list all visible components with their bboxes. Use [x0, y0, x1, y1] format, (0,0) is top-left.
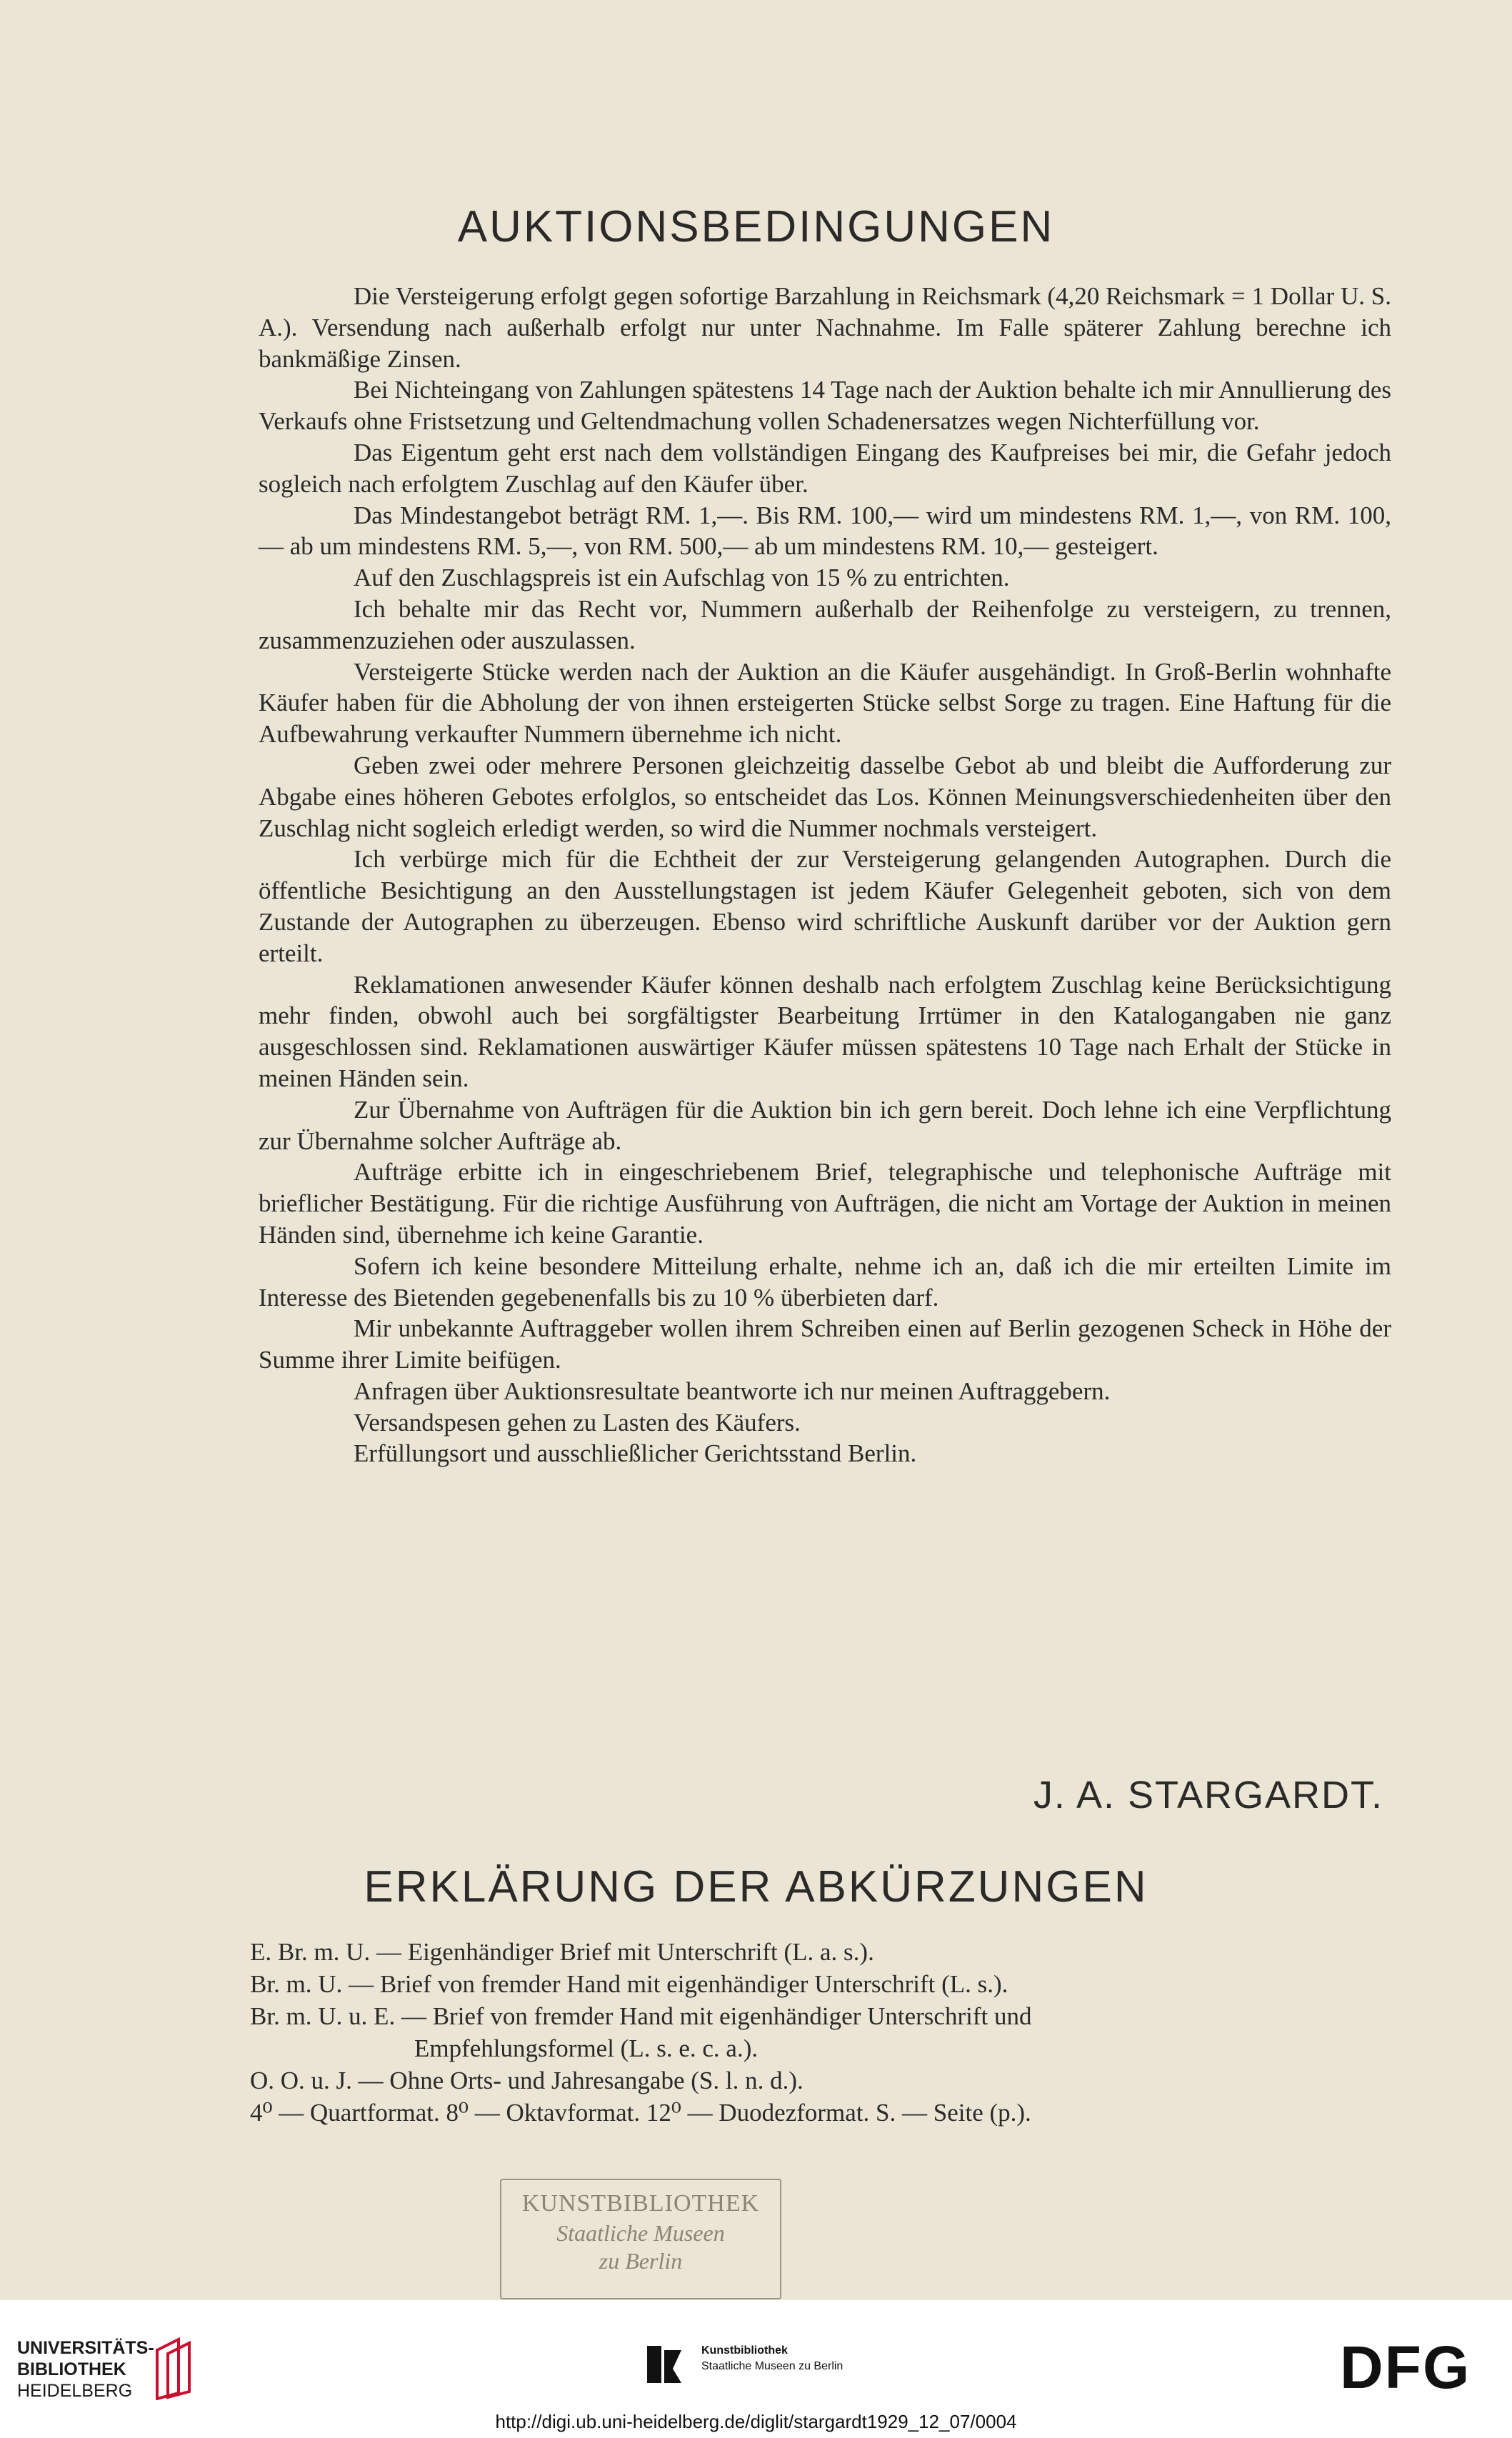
library-stamp	[500, 2179, 781, 2299]
list-item: Empfehlungsformel (L. s. e. c. a.).	[414, 2034, 758, 2062]
paragraph: Geben zwei oder mehrere Personen gleichzeitig dasselbe Gebot ab und bleibt die Aufforderung zur Abgabe eines höheren Gebotes erfolglos, so entscheidet das Los. Können Meinungsverschiedenheiten über den Zuschlag nicht sogleich erledigt werden, so wird die Nummer nochmals versteigert.	[259, 751, 1391, 842]
paragraph: Versandspesen gehen zu Lasten des Käufers.	[354, 1408, 801, 1437]
list-item: 4⁰ — Quartformat. 8⁰ — Oktavformat. 12⁰ — Duodezformat. S. — Seite (p.).	[250, 2099, 1031, 2127]
list-item: Br. m. U. — Brief von fremder Hand mit eigenhändiger Unterschrift (L. s.).	[250, 1970, 1008, 1998]
abbreviations-list	[250, 1936, 1393, 2129]
signature: J. A. STARGARDT.	[1033, 1774, 1383, 1817]
footer-bar	[0, 2300, 1512, 2438]
stamp-line: Staatliche Museen	[556, 2220, 725, 2246]
logo-text: UNIVERSITÄTS-	[17, 2338, 154, 2358]
conditions-text	[259, 281, 1391, 1469]
heading-abbreviations: ERKLÄRUNG DER ABKÜRZUNGEN	[364, 1862, 1148, 1912]
dfg-logo[interactable]: DFG	[1340, 2334, 1471, 2401]
paragraph: Das Eigentum geht erst nach dem vollständigen Eingang des Kaufpreises bei mir, die Gefahr jedoch sogleich nach erfolgtem Zuschlag auf den Käufer über.	[259, 438, 1391, 498]
paragraph: Erfüllungsort und ausschließlicher Gerichtsstand Berlin.	[354, 1439, 917, 1468]
kunstbibliothek-label	[701, 2343, 843, 2374]
paragraph: Sofern ich keine besondere Mitteilung erhalte, nehme ich an, daß ich die mir erteilten Limite im Interesse des Bietenden gegebenenfalls bis zu 10 % überbieten darf.	[259, 1252, 1391, 1312]
paragraph: Zur Übernahme von Aufträgen für die Auktion bin ich gern bereit. Doch lehne ich eine Verpflichtung zur Übernahme solcher Aufträge ab.	[259, 1095, 1391, 1155]
paragraph: Ich behalte mir das Recht vor, Nummern außerhalb der Reihenfolge zu versteigern, zu trennen, zusammenzuziehen oder auszulassen.	[259, 594, 1391, 654]
paragraph: Ich verbürge mich für die Echtheit der zur Versteigerung gelangenden Autographen. Durch die öffentliche Besichtigung an den Ausstellungstagen ist jedem Käufer Gelegenheit geboten, sich von dem Zustande der Autographen zu überzeugen. Ebenso wird schriftliche Auskunft darüber vor der Auktion gern erteilt.	[259, 845, 1391, 967]
paragraph: Versteigerte Stücke werden nach der Auktion an die Käufer ausgehändigt. In Groß-Berlin wohnhafte Käufer haben für die Abholung der von ihnen ersteigerten Stücke selbst Sorge zu tragen. Eine Haftung für die Aufbewahrung verkaufter Nummern übernehme ich nicht.	[259, 657, 1391, 749]
stamp-line: KUNSTBIBLIOTHEK	[521, 2190, 760, 2217]
list-item: E. Br. m. U. — Eigenhändiger Brief mit Unterschrift (L. a. s.).	[250, 1938, 874, 1966]
paragraph: Aufträge erbitte ich in eingeschriebenem Brief, telegraphische und telephonische Aufträge mit brieflicher Bestätigung. Für die richtige Ausführung von Aufträgen, die nicht am Vortage der Auktion in meinen Händen sind, übernehme ich keine Garantie.	[259, 1158, 1391, 1249]
logo-text: Staatliche Museen zu Berlin	[701, 2360, 843, 2372]
paragraph: Reklamationen anwesender Käufer können deshalb nach erfolgtem Zuschlag keine Berücksichtigung mehr finden, obwohl auch bei sorgfältigster Bearbeitung Irrtümer in den Katalogangaben nie ganz ausgeschlossen sind. Reklamationen auswärtiger Käufer müssen spätestens 10 Tage nach Erhalt der Stücke in meinen Händen sein.	[259, 970, 1391, 1092]
permalink-url[interactable]: http://digi.ub.uni-heidelberg.de/diglit/stargardt1929_12_07/0004	[495, 2411, 1017, 2432]
paragraph: Anfragen über Auktionsresultate beantworte ich nur meinen Auftraggebern.	[354, 1377, 1111, 1405]
paragraph: Das Mindestangebot beträgt RM. 1,—. Bis RM. 100,— wird um mindestens RM. 1,—, von RM. 100,— ab um mindestens RM. 5,—, von RM. 500,— ab um mindestens RM. 10,— gesteigert.	[259, 501, 1391, 561]
list-item: O. O. u. J. — Ohne Orts- und Jahresangabe (S. l. n. d.).	[250, 2067, 803, 2094]
logo-text: Kunstbibliothek	[701, 2344, 788, 2357]
heading-auktionsbedingungen: AUKTIONSBEDINGUNGEN	[457, 202, 1055, 251]
stamp-line: zu Berlin	[599, 2248, 683, 2274]
logo-text: HEIDELBERG	[17, 2381, 133, 2401]
paragraph: Bei Nichteingang von Zahlungen spätestens 14 Tage nach der Auktion behalte ich mir Annullierung des Verkaufs ohne Fristsetzung und Geltendmachung vollen Schadenersatzes wegen Nichterfüllung vor.	[259, 376, 1391, 436]
paragraph: Mir unbekannte Auftraggeber wollen ihrem Schreiben einen auf Berlin gezogenen Scheck in Höhe der Summe ihrer Limite beifügen.	[259, 1314, 1391, 1374]
university-emblem-icon	[150, 2336, 207, 2400]
kunstbibliothek-logo-icon[interactable]	[643, 2343, 686, 2386]
paragraph: Die Versteigerung erfolgt gegen sofortige Barzahlung in Reichsmark (4,20 Reichsmark = 1 Dollar U. S. A.). Versendung nach außerhalb erfolgt nur unter Nachnahme. Im Falle späterer Zahlung berechne ich bankmäßige Zinsen.	[259, 282, 1391, 373]
paragraph: Auf den Zuschlagspreis ist ein Aufschlag von 15 % zu entrichten.	[354, 564, 1010, 592]
logo-text: BIBLIOTHEK	[17, 2359, 126, 2379]
university-library-logo[interactable]	[17, 2337, 154, 2402]
list-item: Br. m. U. u. E. — Brief von fremder Hand mit eigenhändiger Unterschrift und	[250, 2002, 1032, 2030]
